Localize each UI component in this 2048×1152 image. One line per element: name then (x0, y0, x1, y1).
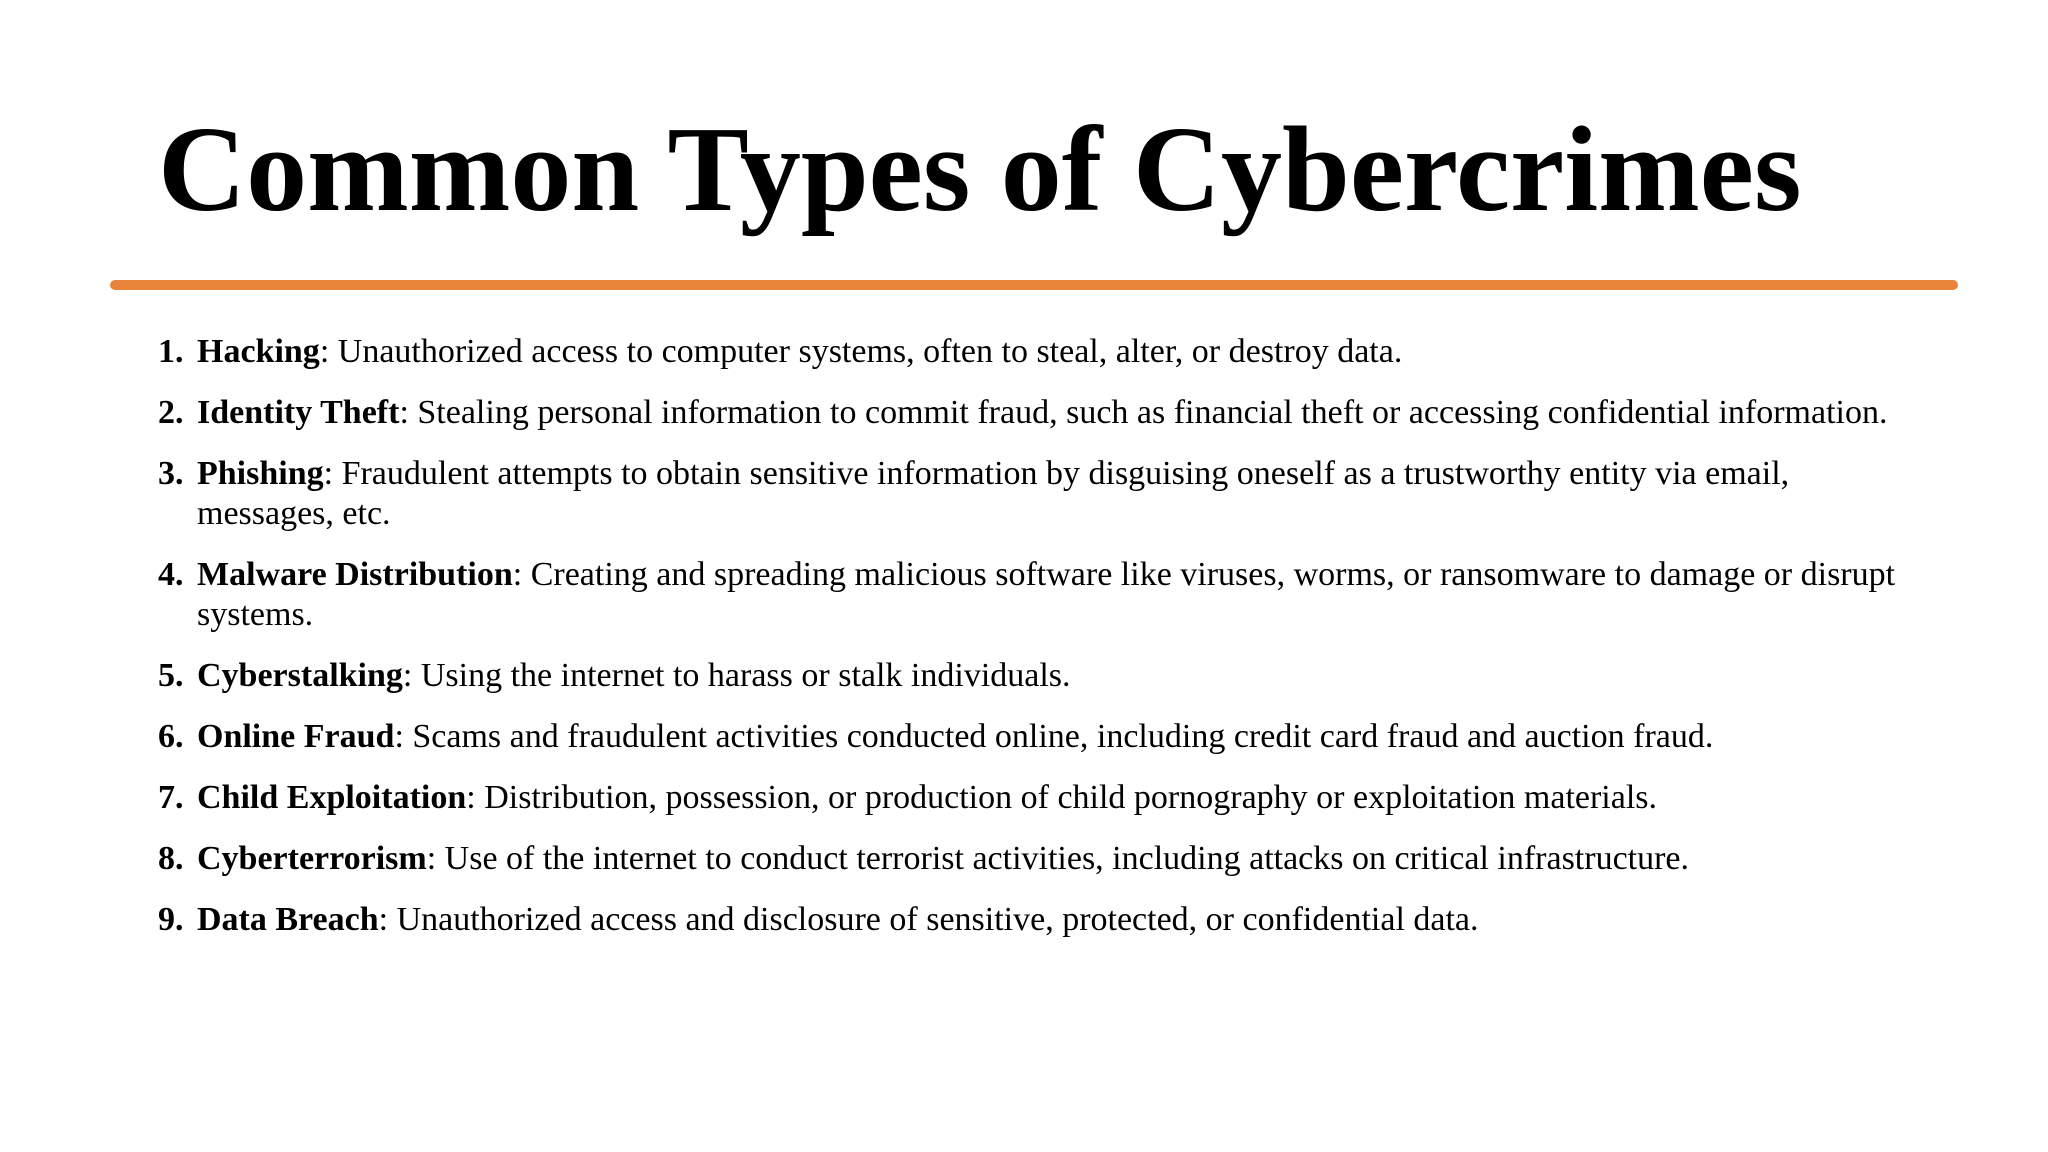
slide-title: Common Types of Cybercrimes (158, 102, 1802, 237)
item-number: 1. (158, 333, 184, 370)
item-description: : Stealing personal information to commit fraud, such as financial theft or accessing confidential information. (399, 394, 1888, 431)
item-term: Online Fraud (197, 718, 395, 755)
list-item (158, 454, 1898, 534)
list-item (158, 839, 1898, 879)
item-description: : Creating and spreading malicious software like viruses, worms, or ransomware to damage or disrupt systems. (197, 556, 1896, 633)
item-description: : Scams and fraudulent activities conducted online, including credit card fraud and auction fraud. (394, 718, 1714, 755)
cybercrime-list (158, 332, 1898, 961)
item-number: 4. (158, 556, 184, 593)
item-description: : Unauthorized access to computer systems, often to steal, alter, or destroy data. (319, 333, 1403, 370)
list-item (158, 555, 1898, 635)
item-description: : Fraudulent attempts to obtain sensitive information by disguising oneself as a trustworthy entity via email, messages, etc. (197, 455, 1790, 532)
item-number: 9. (158, 901, 184, 938)
list-item (158, 778, 1898, 818)
item-term: Data Breach (197, 901, 379, 938)
item-number: 2. (158, 394, 184, 431)
item-number: 5. (158, 657, 184, 694)
item-number: 7. (158, 779, 184, 816)
item-term: Child Exploitation (197, 779, 467, 816)
item-term: Malware Distribution (197, 556, 513, 593)
item-description: : Using the internet to harass or stalk individuals. (402, 657, 1071, 694)
title-divider (110, 280, 1958, 290)
item-description: : Unauthorized access and disclosure of sensitive, protected, or confidential data. (378, 901, 1479, 938)
item-term: Cyberterrorism (197, 840, 427, 877)
item-description: : Distribution, possession, or production of child pornography or exploitation materials. (466, 779, 1658, 816)
item-term: Identity Theft (197, 394, 400, 431)
list-item (158, 717, 1898, 757)
item-term: Phishing (197, 455, 324, 492)
list-item (158, 393, 1898, 433)
list-item (158, 332, 1898, 372)
list-item (158, 656, 1898, 696)
item-number: 6. (158, 718, 184, 755)
item-term: Cyberstalking (197, 657, 403, 694)
list-item (158, 900, 1898, 940)
item-description: : Use of the internet to conduct terrorist activities, including attacks on critical infrastructure. (426, 840, 1690, 877)
item-number: 3. (158, 455, 184, 492)
item-number: 8. (158, 840, 184, 877)
item-term: Hacking (197, 333, 320, 370)
